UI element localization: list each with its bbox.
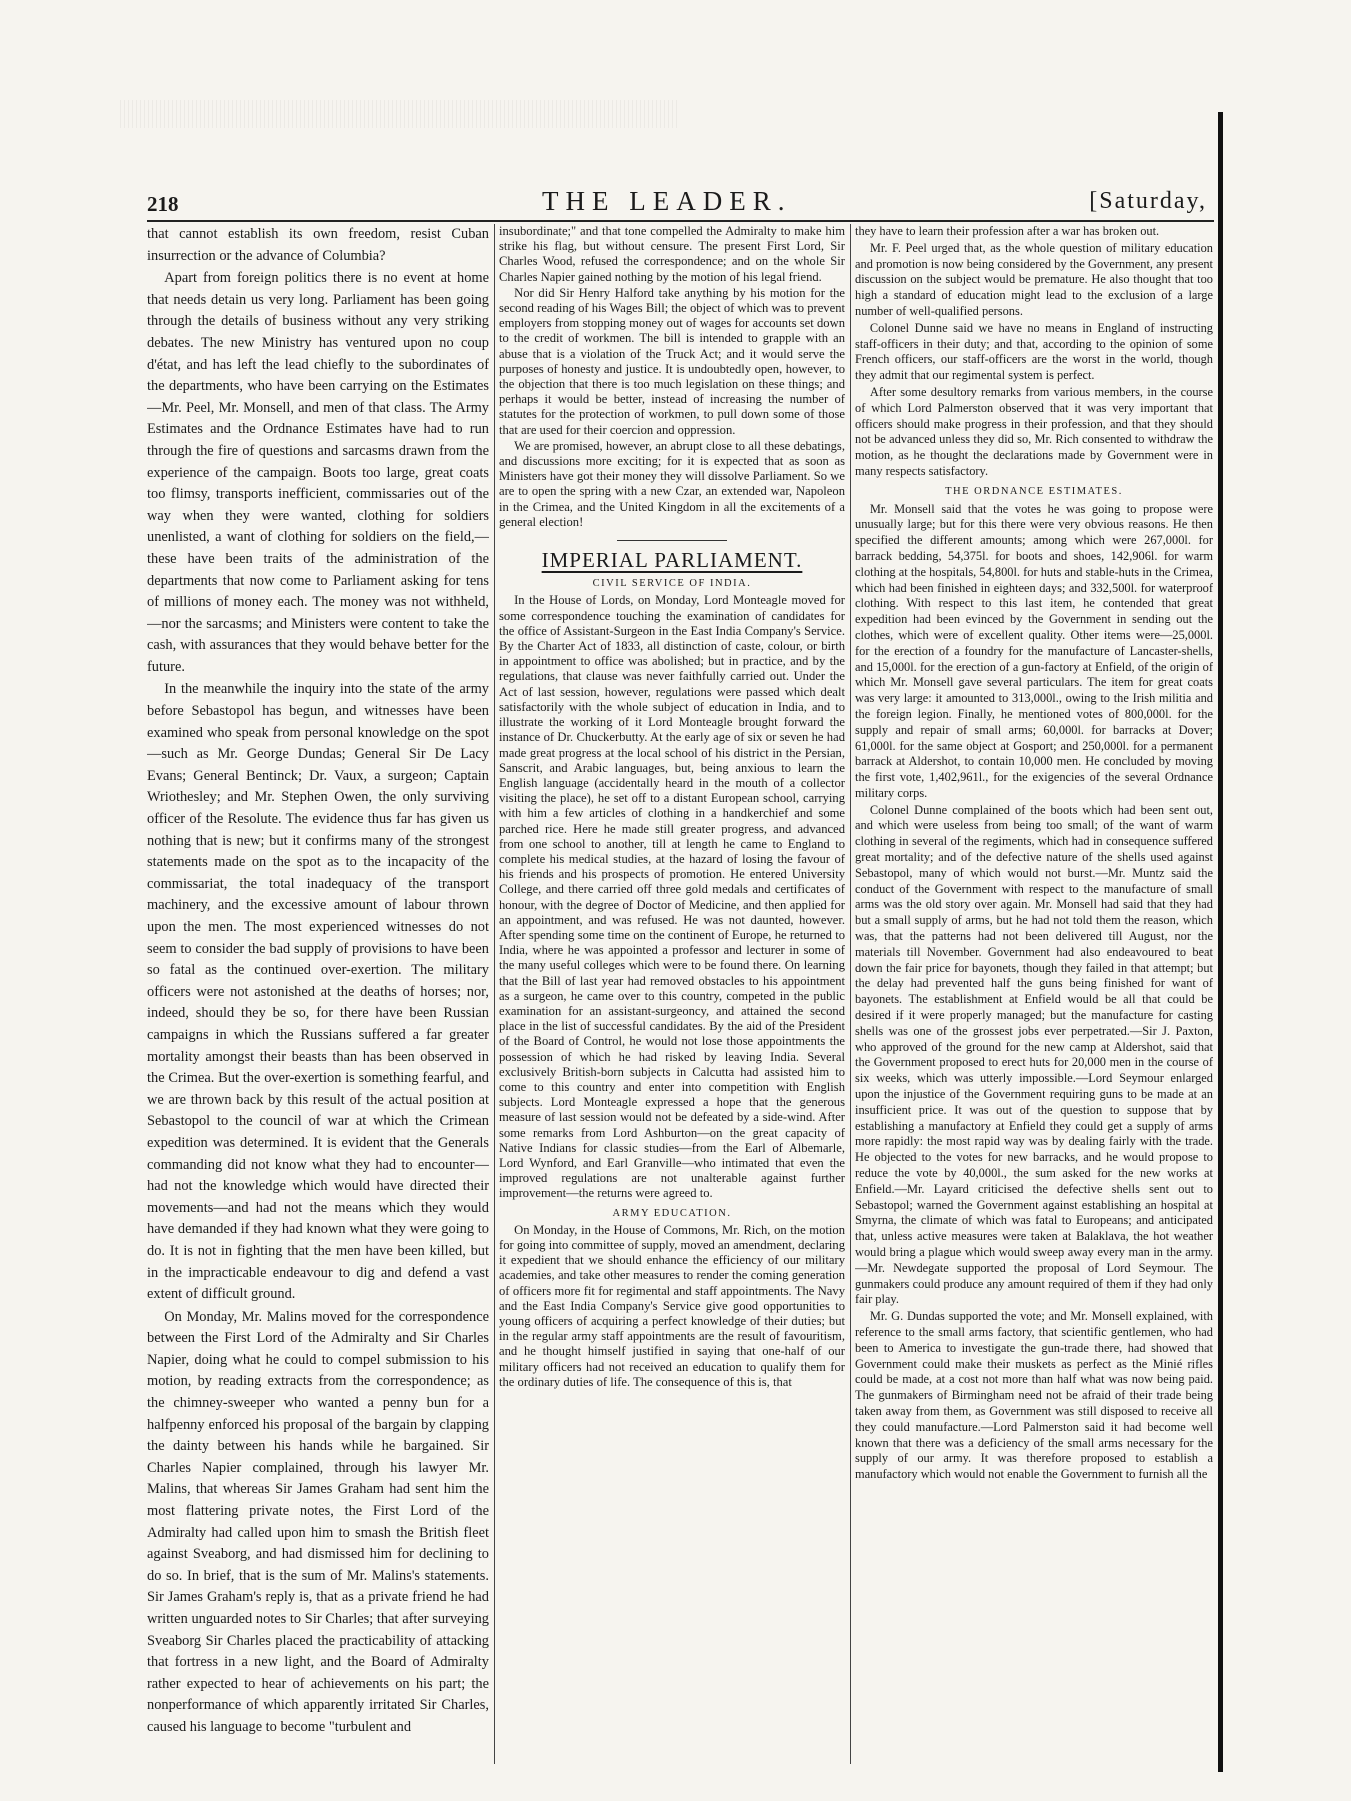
day-label: [Saturday, (1089, 188, 1207, 214)
paragraph: Nor did Sir Henry Halford take anything by his motion for the second reading of his Wages Bill; the object of which was to prevent employers from stopping money out of wages for accounts set down to the credit of workmen. The bill is intended to grapple with an abuse that is a violation of the Truck Act; and it would serve the purposes of honesty and justice. It is undoubtedly open, however, to the objection that there is too much legislation on these things; and perhaps it would be better, instead of increasing the number of statutes for the protection of workmen, to pull down some of those that are used for their coercion and oppression. (499, 285, 845, 437)
paragraph: In the House of Lords, on Monday, Lord Monteagle moved for some correspondence touching the examination of candidates for the office of Assistant-Surgeon in the East India Company's Service. By the Charter Act of 1833, all distinction of caste, colour, or birth in appointment to office was abolished; but in practice, and by the regulations, that clause was never faithfully carried out. Under the Act of last session, however, regulations were passed which dealt satisfactorily with the whole subject of education in India, and to illustrate the working of it Lord Monteagle brought forward the instance of Dr. Chuckerbutty. At the early age of six or seven he had made great progress at the local school of his district in the Persian, Sanscrit, and Arabic languages, but, being anxious to learn the English language (accidentally heard in the mouth of a collector visiting the place), he set off to a distant European school, carrying with him a few articles of clothing in a handkerchief and some parched rice. Here he made still greater progress, and advanced from one school to another, till at length he came to England to complete his medical studies, at the hazard of losing the favour of his friends and his prospects of promotion. He entered University College, and there carried off three gold medals and certificates of honour, with the degree of Doctor of Medicine, and then applied for an appointment, and was refused. He was not daunted, however. After spending some time on the continent of Europe, he returned to India, where he was appointed a professor and lecturer in some of the many useful colleges which were to be found there. On learning that the Bill of last year had removed obstacles to his appointment as a surgeon, he came over to this country, competed in the public examination for an assistant-surgeoncy, and attained the second place in the list of successful candidates. By the aid of the President of the Board of Control, he would not lose those appointments the possession of which he had risked by leaving India. Several exclusively British-born subjects in Calcutta had assisted him to come to this country and enter into competition with English subjects. Lord Monteagle expressed a hope that the generous measure of last session would not be defeated by a side-wind. After some remarks from Lord Ashburton—on the great capacity of Native Indians for classic studies—from the Earl of Albemarle, Lord Wynford, and Earl Granville—who intimated that even the improved regulations are not unalterable against further improvement—the returns were agreed to. (499, 593, 845, 1201)
paragraph: Colonel Dunne said we have no means in England of instructing staff-officers in their duty; and that, according to the opinion of some French officers, our staff-officers are the worst in the world, though they admit that our regimental system is perfect. (855, 320, 1213, 383)
scan-artifact (120, 100, 680, 128)
subsection-heading: CIVIL SERVICE OF INDIA. (592, 578, 752, 590)
paragraph: that cannot establish its own freedom, resist Cuban insurrection or the advance of Columbia? (147, 226, 489, 264)
paragraph: In the meanwhile the inquiry into the state of the army before Sebastopol has begun, and witnesses have been examined who speak from personal knowledge on the spot—such as Mr. George Dundas; General Sir De Lacy Evans; General Bentinck; Dr. Vaux, a surgeon; Captain Wriothesley; and Mr. Stephen Owen, the only surviving officer of the Resolute. The evidence thus far has given us nothing that is new; but it confirms many of the strongest statements made on the spot as to the incapacity of the commissariat, the total inadequacy of the transport machinery, and the excessive amount of labour thrown upon the men. The most experienced witnesses do not seem to consider the bad supply of provisions to have been so fatal as the continued over-exertion. The military officers were not astonished at the deaths of horses; nor, indeed, should they be so, for there have been Russian campaigns in which the Russians suffered a far greater mortality amongst their beasts than has been observed in the Crimea. But the over-exertion is something fearful, and we are thrown back by this result of the actual position at Sebastopol to the council of war at which the Crimean expedition was determined. It is evident that the Generals commanding did not know what they had to encounter—had not the knowledge which would have directed their movements—and had not the means which they would have demanded if they had known what they were going to do. It is not in fighting that the men have been killed, but in the impracticable endeavour to dig and defend a vast extent of difficult ground. (147, 681, 489, 1303)
column-1 (147, 224, 489, 1771)
page-edge-rule (1218, 112, 1223, 1772)
page-number: 218 (147, 192, 179, 216)
subsection-heading: ARMY EDUCATION. (612, 1207, 732, 1219)
paragraph: Mr. Monsell said that the votes he was going to propose were unusually large; but for this there were very obvious reasons. He then specified the different amounts; among which were 267,000l. for barrack bedding, 54,375l. for boots and shoes, 142,906l. for warm clothing at the hospitals, 54,800l. for huts and stable-huts in the Crimea, which had been finished in eighteen days; and 332,500l. for waterproof clothing. With respect to this last item, he contended that great expedition had been evinced by the Government in sending out the clothes, which were of excellent quality. Other items were—25,000l. for the erection of a foundry for the manufacture of Lancaster-shells, and 15,000l. for the erection of a gun-factory at Enfield, of the origin of which Mr. Monsell gave several particulars. The item for great coats was very large: it amounted to 313,000l., owing to the Irish militia and the foreign legion. Finally, he mentioned votes of 800,000l. for the supply and repair of small arms; 60,000l. for barracks at Dover; 61,000l. for the same object at Gosport; and 250,000l. for a permanent barrack at Aldershot, to contain 10,000 men. He concluded by moving the first vote, 1,402,961l., for the exigencies of the several Ordnance military corps. (855, 501, 1213, 800)
paragraph: Mr. F. Peel urged that, as the whole question of military education and promotion is now being considered by the Government, any present discussion on the subject would be premature. He also thought that too high a standard of education might lead to the exclusion of a large number of well-qualified persons. (855, 240, 1213, 318)
column-divider (850, 224, 851, 1764)
paragraph: Mr. G. Dundas supported the vote; and Mr. Monsell explained, with reference to the small arms factory, that scientific gentlemen, who had been to America to investigate the gun-trade there, had showed that Government could make their muskets as perfect as the Minié rifles could be made, at a cost not more than half what was now being paid. The gunmakers of Birmingham need not be afraid of their trade being taken away from them, as Government was still disposed to receive all they could manufacture.—Lord Palmerston said it had become well known that there was a deficiency of the small arms necessary for the supply of our army. It was therefore proposed to establish a manufactory which would not enable the Government to furnish all the (855, 1309, 1213, 1482)
paragraph: they have to learn their profession after a war has broken out. (855, 224, 1160, 238)
column-2 (499, 224, 845, 1771)
column-3 (855, 224, 1213, 1771)
masthead (147, 186, 1207, 216)
paragraph: On Monday, Mr. Malins moved for the correspondence between the First Lord of the Admiralty and Sir Charles Napier, doing what he could to compel submission to his motion, by reading extracts from the correspondence; as the chimney-sweeper who wanted a penny bun for a halfpenny enforced his proposal of the bargain by clapping the dainty between his hands while he bargained. Sir Charles Napier complained, through his lawyer Mr. Malins, that whereas Sir James Graham had sent him the most flattering private notes, the First Lord of the Admiralty had called upon him to smash the British fleet against Sveaborg, and had dismissed him for declining to do so. In brief, that is the sum of Mr. Malins's statements. Sir James Graham's reply is, that as a private friend he had written unguarded notes to Sir Charles; that after surveying Sveaborg Sir Charles placed the practicability of attacking that fortress in a new light, and the Board of Admiralty rather expected to hear of achievements on his part; the nonperformance of which apparently irritated Sir Charles, caused his language to become "turbulent and (147, 1308, 489, 1735)
section-rule (617, 540, 727, 541)
paragraph: Apart from foreign politics there is no event at home that needs detain us very long. Parliament has been going through the details of business without any very striking debates. The new Ministry has ventured upon no coup d'état, and has left the lead chiefly to the subordinates of the departments, who have been carrying on the Estimates—Mr. Peel, Mr. Monsell, and men of that class. The Army Estimates and the Ordnance Estimates have had to run through the fire of questions and sarcasms drawn from the experience of the campaign. Boots too large, great coats too flimsy, transports inefficient, commissaries out of the way when they were wanted, clothing for soldiers unenlisted, a want of clothing for soldiers on the field,—these have been traits of the administration of the departments that now come to Parliament asking for tens of millions of money each. The money was not withheld,—nor the sarcasms; and Ministers were content to take the cash, with assurances that they would behave better for the future. (147, 270, 489, 675)
paragraph: We are promised, however, an abrupt close to all these debatings, and discussions more exciting; for it is expected that as soon as Ministers have got their money they will dissolve Parliament. So we are to open the spring with a new Czar, an extended war, Napoleon in the Crimea, and the United Kingdom in all the excitements of a general election! (499, 438, 845, 529)
paragraph: After some desultory remarks from various members, in the course of which Lord Palmerston observed that it was very important that officers should make progress in their profession, and that they should not be advanced unless they did so, Mr. Rich consented to withdraw the motion, as he thought the declarations made by Government were in many respects satisfactory. (855, 384, 1213, 478)
paragraph: insubordinate;" and that tone compelled the Admiralty to make him strike his flag, but without censure. The present First Lord, Sir Charles Wood, refused the correspondence; and on the whole Sir Charles Napier gained nothing by the motion of his legal friend. (499, 224, 845, 284)
newspaper-title: THE LEADER. (542, 186, 792, 216)
paragraph: On Monday, in the House of Commons, Mr. Rich, on the motion for going into committee of supply, moved an amendment, declaring it expedient that we should enhance the efficiency of our military academies, and take other measures to render the coming generation of officers more fit for regimental and staff appointments. The Navy and the East India Company's Service give good opportunities to young officers of acquiring a perfect knowledge of their duties; but in the regular army staff appointments are the result of favouritism, and he thought himself justified in saying that one-half of our military officers had not received an education to qualify them for the ordinary duties of life. The consequence of this is, that (499, 1222, 845, 1389)
subsection-heading: THE ORDNANCE ESTIMATES. (945, 485, 1123, 497)
column-divider (494, 224, 495, 1764)
header-rule (147, 220, 1214, 222)
section-heading: IMPERIAL PARLIAMENT. (541, 548, 803, 573)
paragraph: Colonel Dunne complained of the boots which had been sent out, and which were useless from being too small; of the want of warm clothing in several of the regiments, which had in consequence suffered great mortality; and of the defective nature of the shells used against Sebastopol, many of which would not burst.—Mr. Muntz said the conduct of the Government with respect to the manufacture of small arms was the old story over again. Mr. Monsell had said that they had but a small supply of arms, but he had not told them the reason, which was, that the patterns had not been delivered till August, nor the materials till November. Government had also endeavoured to beat down the fair price for bayonets, though they failed in that attempt; but the delay had prevented half the guns being finished for want of bayonets. The establishment at Enfield would be all that could be desired if it were properly managed; but the manufacture for casting shells was one of the grossest jobs ever perpetrated.—Sir J. Paxton, who approved of the ground for the new camp at Aldershot, said that the Government proposed to erect huts for 20,000 men in the course of six weeks, which was utterly impossible.—Lord Seymour enlarged upon the injustice of the Government requiring guns to be made at an insufficient price. It was out of the question to suppose that by establishing a manufactory at Enfield they could get a supply of arms more rapidly: the most rapid way was by dealing fairly with the trade. He objected to the votes for new barracks, and he would propose to reduce the vote by 40,000l., the sum asked for the new works at Enfield.—Mr. Layard criticised the defective shells sent out to Sebastopol; warned the Government against establishing an hospital at Smyrna, the climate of which was fatal to Europeans; and anticipated that, unless active measures were taken at Balaklava, the hot weather would bring a plague which would sweep away every man in the army.—Mr. Newdegate supported the proposal of Lord Seymour. The gunmakers could produce any amount required of them if they had only fair play. (855, 802, 1213, 1307)
